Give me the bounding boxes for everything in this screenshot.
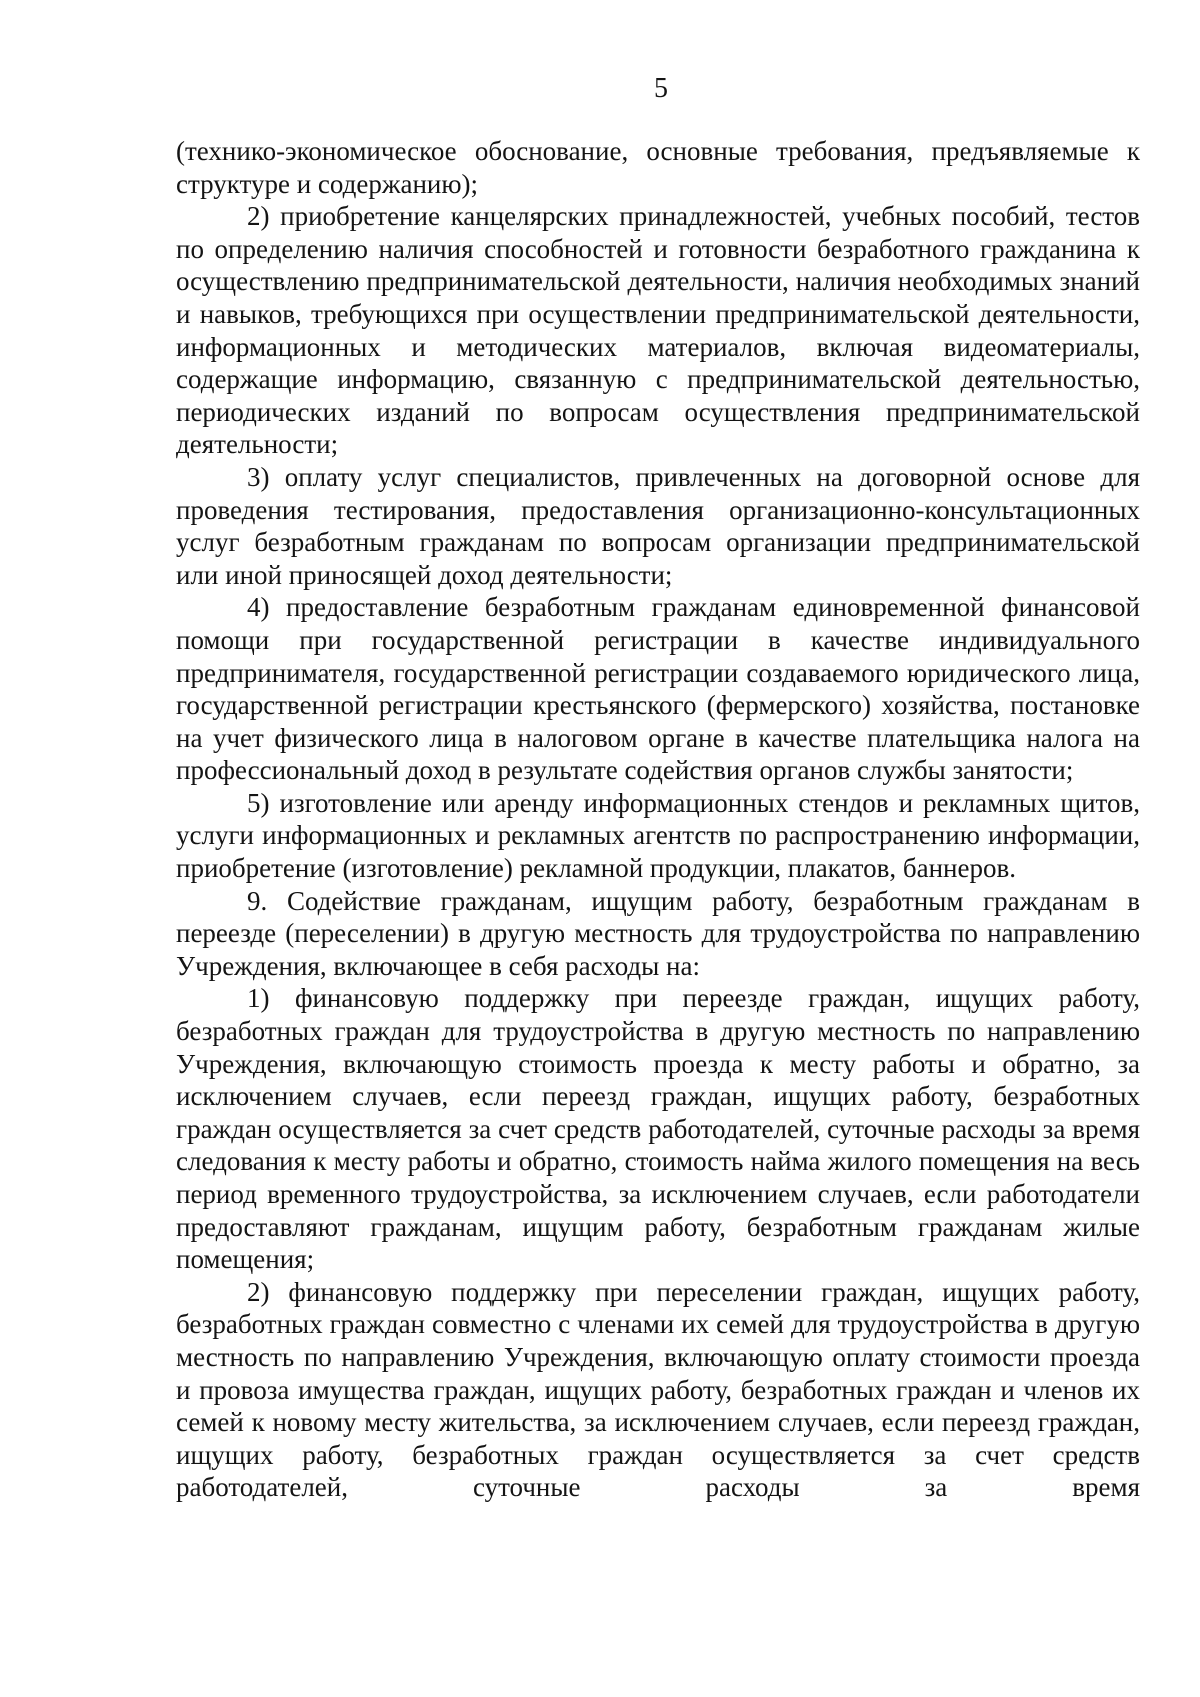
paragraph-section-9-item-1: 1) финансовую поддержку при переезде граждан, ищущих работу, безработных граждан для трудоустройства в другую местность по направлению Учреждения, включающую стоимость проезда к месту работы и обратно, за исключением случаев, если переезд граждан, ищущих работу, безработных граждан осуществляется за счет средств работодателей, суточные расходы за время следования к месту работы и обратно, стоимость найма жилого помещения на весь период временного трудоустройства, за исключением случаев, если работодатели предоставляют гражданам, ищущим работу, безработным гражданам жилые помещения; [176,983,1140,1275]
paragraph-item-4: 4) предоставление безработным гражданам единовременной финансовой помощи при государственной регистрации в качестве индивидуального предпринимателя, государственной регистрации создаваемого юридического лица, государственной регистрации крестьянского (фермерского) хозяйства, постановке на учет физического лица в налоговом органе в качестве плательщика налога на профессиональный доход в результате содействия органов службы занятости; [176,592,1140,786]
paragraph-section-9: 9. Содействие гражданам, ищущим работу, безработным гражданам в переезде (переселении) в другую местность для трудоустройства по направлению Учреждения, включающее в себя расходы на: [176,885,1140,981]
paragraph-item-5: 5) изготовление или аренду информационных стендов и рекламных щитов, услуги информационных и рекламных агентств по распространению информации, приобретение (изготовление) рекламной продукции, плакатов, баннеров. [176,787,1140,884]
paragraph-section-9-item-2: 2) финансовую поддержку при переселении граждан, ищущих работу, безработных граждан совместно с членами их семей для трудоустройства в другую местность по направлению Учреждения, включающую оплату стоимости проезда и провоза имущества граждан, ищущих работу, безработных граждан и членов их семей к новому месту жительства, за исключением случаев, если переезд граждан, ищущих работу, безработных граждан осуществляется за счет средств работодателей, суточные расходы за время [176,1276,1140,1503]
page-number: 5 [654,73,668,104]
document-body [176,135,1140,1504]
paragraph-item-3: 3) оплату услуг специалистов, привлеченных на договорной основе для проведения тестирования, предоставления организационно-консультационных услуг безработным гражданам по вопросам организации предпринимательской или иной приносящей доход деятельности; [176,461,1140,590]
paragraph-item-2: 2) приобретение канцелярских принадлежностей, учебных пособий, тестов по определению наличия способностей и готовности безработного гражданина к осуществлению предпринимательской деятельности, наличия необходимых знаний и навыков, требующихся при осуществлении предпринимательской деятельности, информационных и методических материалов, включая видеоматериалы, содержащие информацию, связанную с предпринимательской деятельностью, периодических изданий по вопросам осуществления предпринимательской деятельности; [176,201,1140,460]
paragraph-continuation: (технико-экономическое обоснование, основные требования, предъявляемые к структуре и содержанию); [176,136,1140,199]
